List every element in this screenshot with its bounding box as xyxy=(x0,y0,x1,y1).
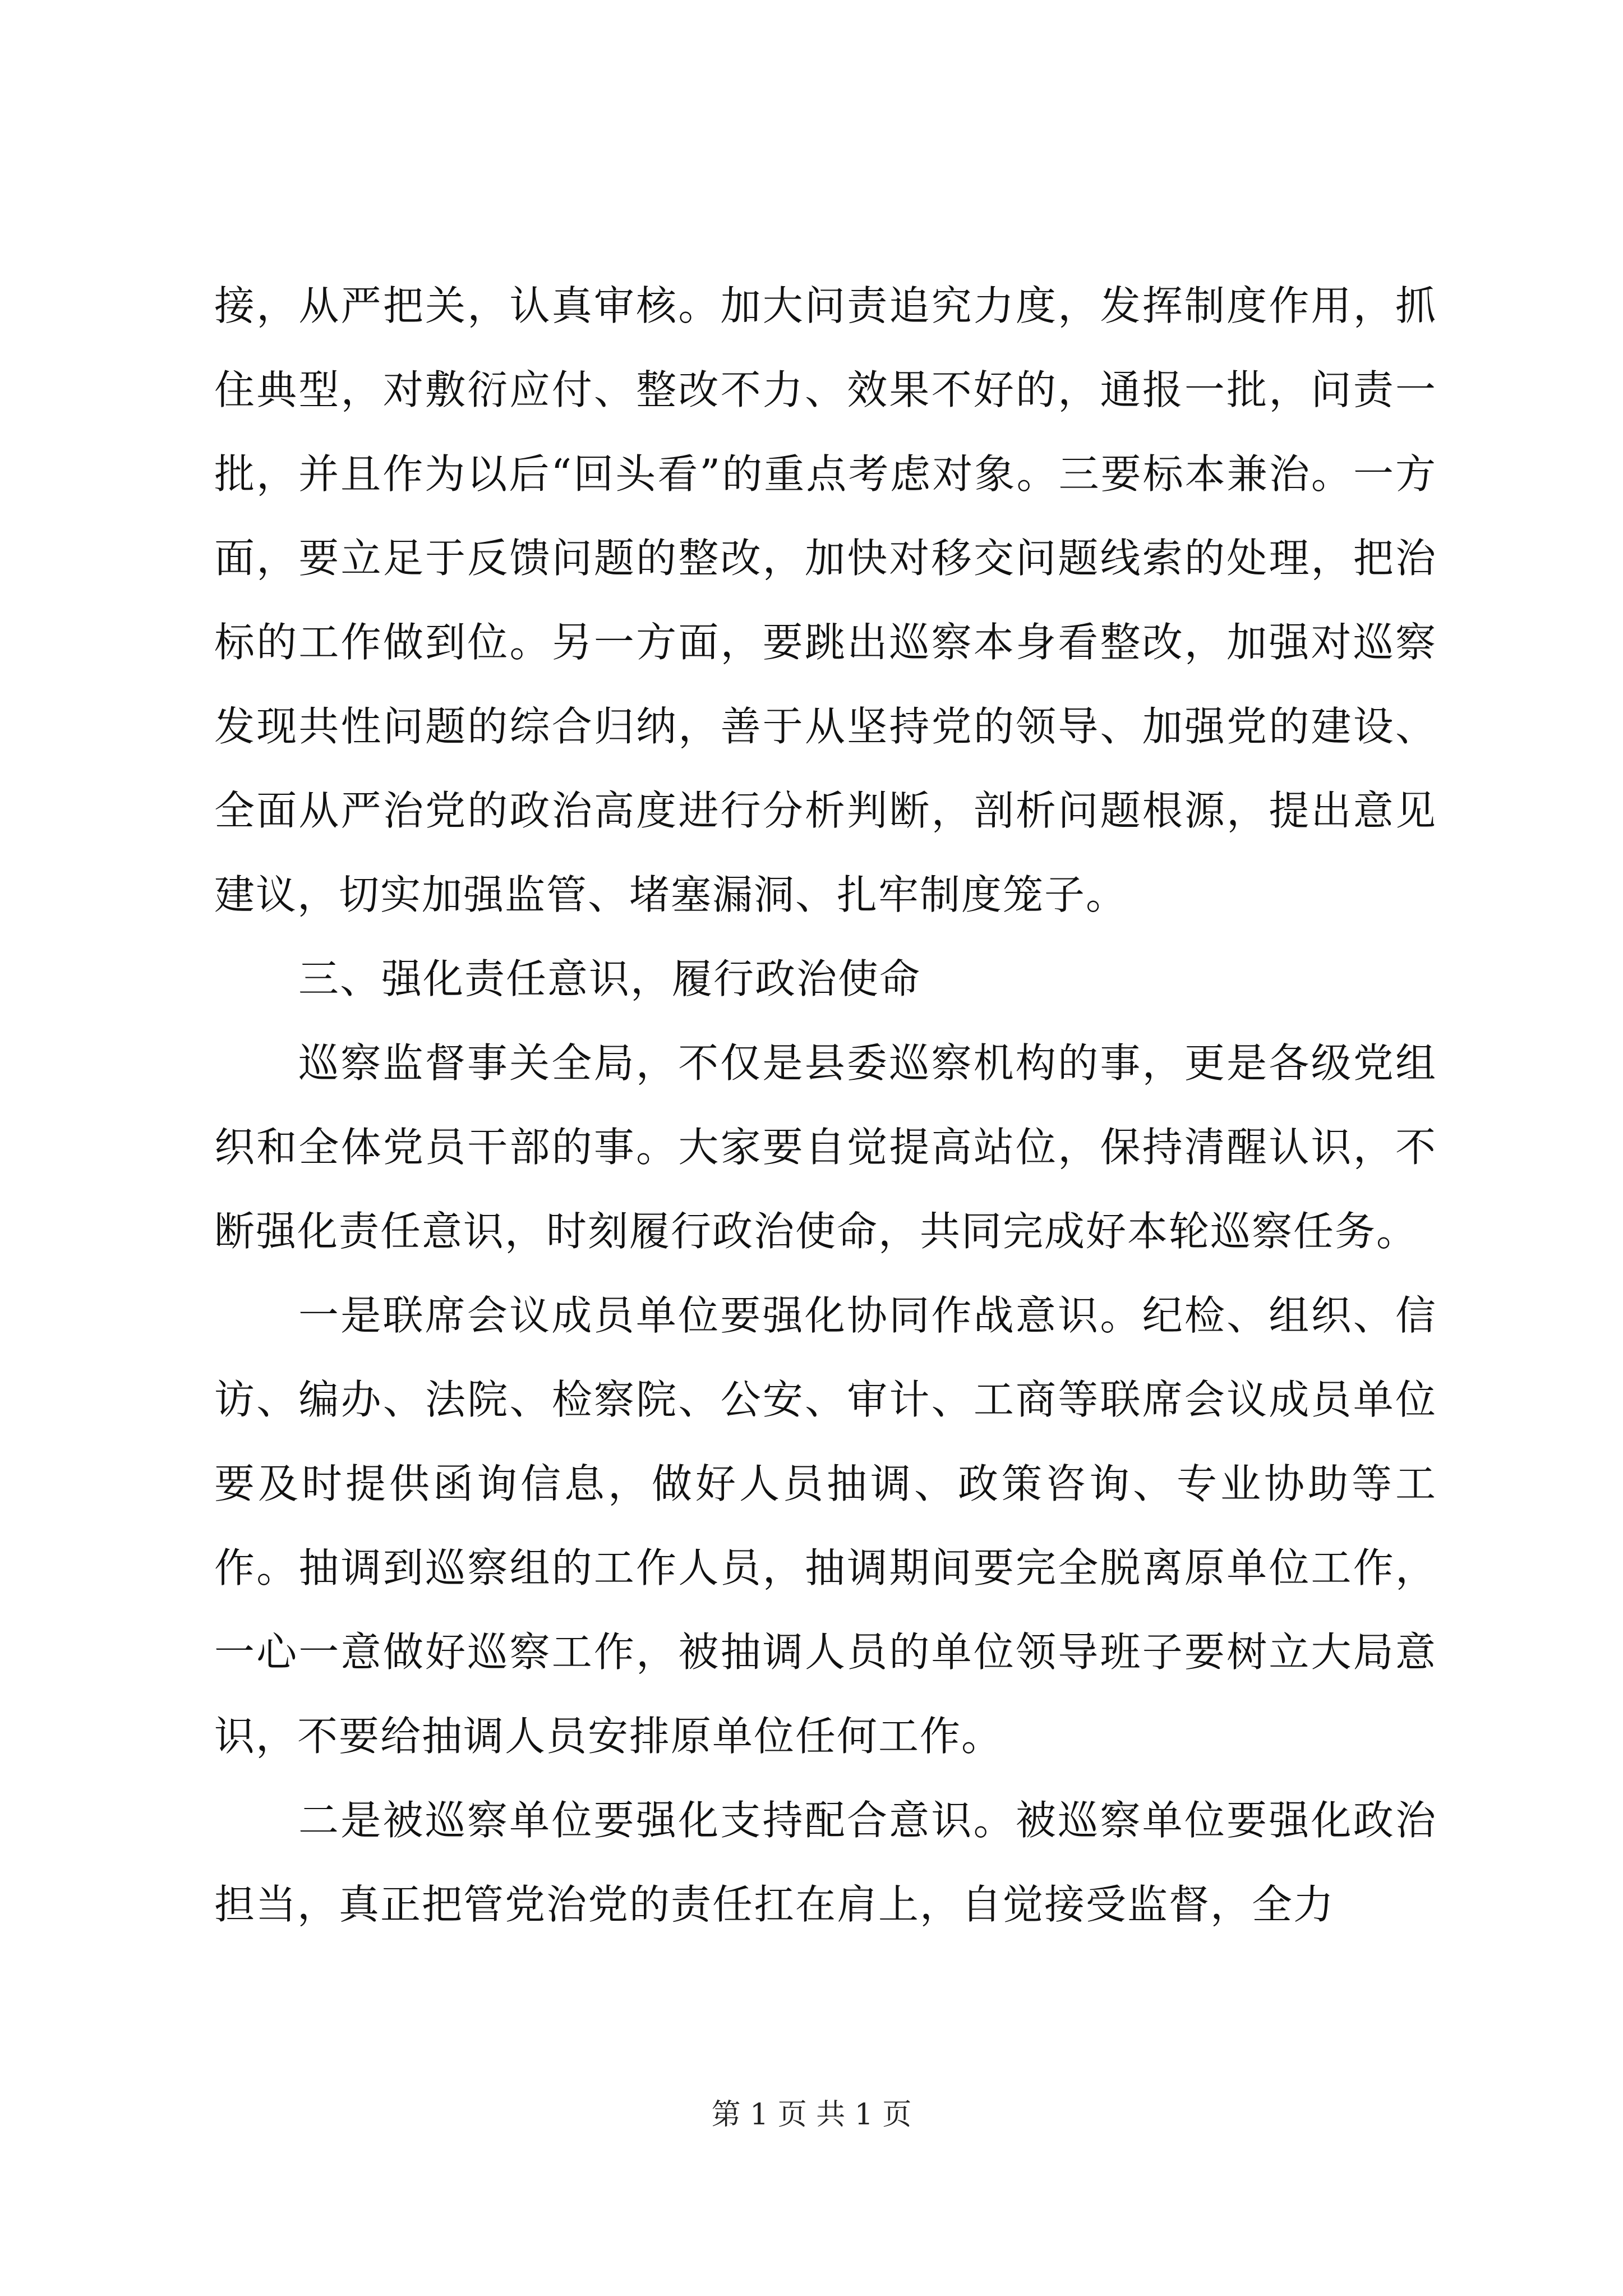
paragraph-second-point: 二是被巡察单位要强化支持配合意识。被巡察单位要强化政治担当，真正把管党治党的责任扛在肩上，自觉接受监督，全力 xyxy=(214,1797,1437,1928)
paragraph-first-point: 一是联席会议成员单位要强化协同作战意识。纪检、组织、信访、编办、法院、检察院、公安、审计、工商等联席会议成员单位要及时提供函询信息，做好人员抽调、政策咨询、专业协助等工作。抽调到巡察组的工作人员，抽调期间要完全脱离原单位工作，一心一意做好巡察工作，被抽调人员的单位领导班子要树立大局意识，不要给抽调人员安排原单位任何工作。 xyxy=(214,1292,1437,1760)
section-heading-3: 三、强化责任意识，履行政治使命 xyxy=(298,955,921,1002)
paragraph-intro: 巡察监督事关全局，不仅是县委巡察机构的事，更是各级党组织和全体党员干部的事。大家要自觉提高站位，保持清醒认识，不断强化责任意识，时刻履行政治使命，共同完成好本轮巡察任务。 xyxy=(214,1039,1437,1255)
page-number-footer: 第 1 页 共 1 页 xyxy=(711,2098,912,2132)
paragraph-continuation: 接，从严把关，认真审核。加大问责追究力度，发挥制度作用，抓住典型，对敷衍应付、整改不力、效果不好的，通报一批，问责一批，并且作为以后“回头看”的重点考虑对象。三要标本兼治。一方面，要立足于反馈问题的整改，加快对移交问题线索的处理，把治标的工作做到位。另一方面，要跳出巡察本身看整改，加强对巡察发现共性问题的综合归纳，善于从坚持党的领导、加强党的建设、全面从严治党的政治高度进行分析判断，剖析问题根源，提出意见建议，切实加强监管、堵塞漏洞、扎牢制度笼子。 xyxy=(214,282,1437,918)
document-body xyxy=(214,264,1437,1947)
